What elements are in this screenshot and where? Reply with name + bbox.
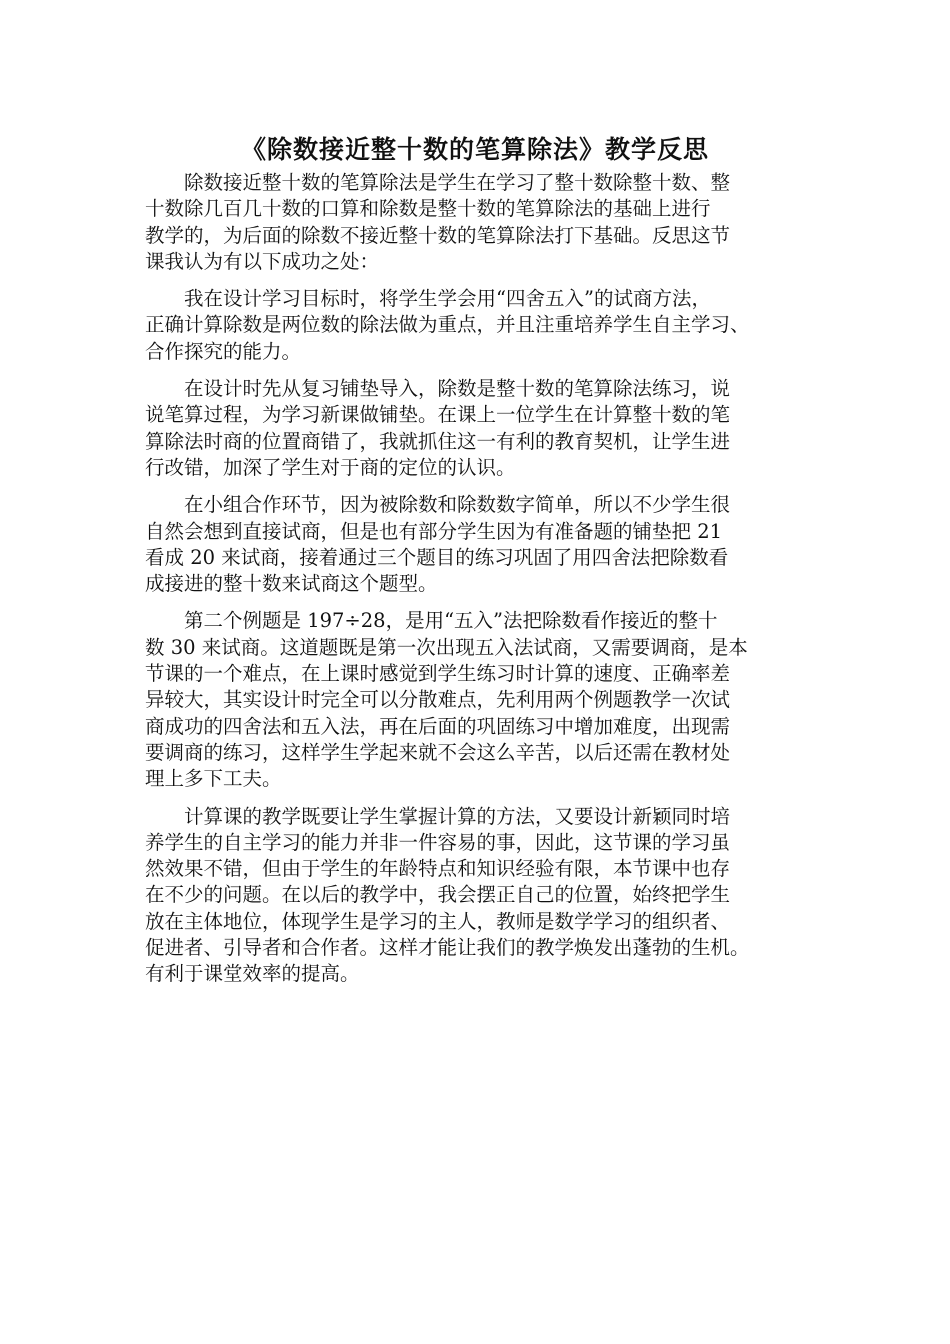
text-line: 商成功的四舍法和五入法，再在后面的巩固练习中增加难度，出现需 (145, 714, 731, 738)
text-line: 十数除几百几十数的口算和除数是整十数的笔算除法的基础上进行 (145, 197, 711, 221)
document-body (145, 170, 821, 999)
paragraph-second-example (145, 608, 821, 792)
text-line: 数 30 来试商。这道题既是第一次出现五入法试商，又需要调商，是本 (145, 635, 748, 659)
paragraph-intro (145, 170, 821, 275)
text-line: 行改错，加深了学生对于商的定位的认识。 (145, 455, 516, 479)
text-line: 第二个例题是 197÷28，是用“五入”法把除数看作接近的整十 (184, 609, 718, 633)
paragraph-learning-goals (145, 286, 821, 365)
text-line: 除数接近整十数的笔算除法是学生在学习了整十数除整十数、整 (184, 171, 731, 194)
paragraph-group-work (145, 492, 821, 597)
paragraph-review-intro (145, 376, 821, 481)
document-title: 《除数接近整十数的笔算除法》教学反思 (240, 135, 709, 164)
text-line: 放在主体地位，体现学生是学习的主人，教师是数学学习的组织者、 (145, 909, 731, 933)
text-line: 养学生的自主学习的能力并非一件容易的事，因此，这节课的学习虽 (145, 830, 731, 854)
text-line: 然效果不错，但由于学生的年龄特点和知识经验有限，本节课中也存 (145, 857, 731, 881)
text-line: 在设计时先从复习铺垫导入，除数是整十数的笔算除法练习，说 (184, 377, 731, 401)
text-line: 正确计算除数是两位数的除法做为重点，并且注重培养学生自主学习、 (145, 313, 750, 337)
text-line: 看成 20 来试商，接着通过三个题目的练习巩固了用四舍法把除数看 (145, 545, 729, 569)
text-line: 促进者、引导者和合作者。这样才能让我们的教学焕发出蓬勃的生机。 (145, 936, 750, 960)
text-line: 要调商的练习，这样学生学起来就不会这么辛苦，以后还需在教材处 (145, 740, 731, 764)
paragraph-conclusion (145, 804, 821, 988)
text-line: 合作探究的能力。 (145, 339, 302, 363)
text-line: 课我认为有以下成功之处： (145, 249, 380, 273)
text-line: 成接进的整十数来试商这个题型。 (145, 572, 438, 596)
text-line: 计算课的教学既要让学生掌握计算的方法，又要设计新颖同时培 (184, 804, 731, 828)
text-line: 异较大，其实设计时完全可以分散难点，先利用两个例题教学一次试 (145, 688, 731, 712)
text-line: 教学的，为后面的除数不接近整十数的笔算除法打下基础。反思这节 (145, 223, 731, 247)
text-line: 在小组合作环节，因为被除数和除数数字简单，所以不少学生很 (184, 493, 731, 517)
text-line: 说笔算过程，为学习新课做铺垫。在课上一位学生在计算整十数的笔 (145, 403, 731, 427)
text-line: 我在设计学习目标时，将学生学会用“四舍五入”的试商方法， (184, 287, 711, 311)
text-line: 自然会想到直接试商，但是也有部分学生因为有准备题的铺垫把 21 (145, 519, 723, 543)
text-line: 节课的一个难点，在上课时感觉到学生练习时计算的速度、正确率差 (145, 662, 731, 686)
text-line: 在不少的问题。在以后的教学中，我会摆正自己的位置，始终把学生 (145, 883, 731, 907)
text-line: 理上多下工夫。 (145, 767, 282, 791)
text-line: 有利于课堂效率的提高。 (145, 962, 360, 986)
text-line: 算除法时商的位置商错了，我就抓住这一有利的教育契机，让学生进 (145, 429, 731, 453)
